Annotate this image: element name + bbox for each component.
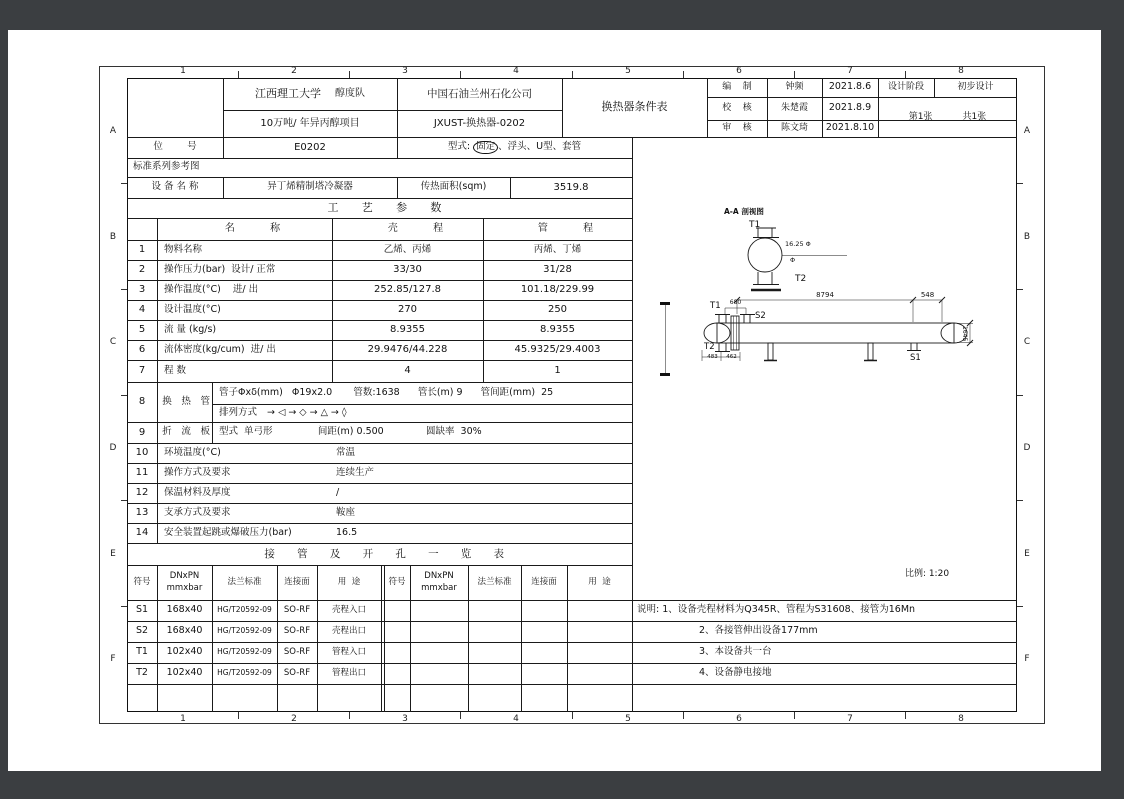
tube-layout-line (219, 404, 632, 422)
param-name: 流 量 (kg/s) (164, 323, 217, 335)
row-no: 4 (138, 304, 146, 316)
zone-row-label: E (110, 549, 116, 559)
nozzle-header-flange-std: 法兰标准 (227, 576, 262, 587)
zone-col-label: 1 (180, 66, 186, 76)
type-options: 、浮头、U型、套管 (498, 141, 582, 153)
param-row (164, 523, 632, 543)
dim-head: 548 (920, 291, 935, 300)
dim-nozzle-span: 680 (729, 298, 742, 306)
param-value: 鞍座 (336, 506, 356, 518)
zone-col-label: 7 (847, 714, 853, 724)
zone-col-label: 8 (958, 714, 964, 724)
layout-symbols: → ◁ → ◇ → △ → ◊ (267, 406, 347, 418)
zone-col-label: 8 (958, 66, 964, 76)
param-name: 设计温度(°C) (164, 303, 221, 315)
nozzle-label-t2: T2 (795, 273, 807, 284)
row-no: 6 (138, 344, 146, 356)
type-label: 型式: (447, 141, 474, 153)
row-no: 7 (138, 365, 146, 377)
type-selected: 固定 (473, 141, 498, 155)
layout-label: 排列方式 (219, 406, 258, 418)
param-name: 操作方式及要求 (164, 466, 231, 478)
shell-value: 33/30 (393, 264, 422, 276)
nozzle-use: 管程入口 (331, 646, 366, 657)
section-view-label: A-A 剖视图 (724, 206, 764, 216)
nozzle-symbol: S1 (135, 604, 149, 616)
row-no: 9 (138, 426, 146, 438)
nozzle-face: SO-RF (283, 667, 311, 678)
nozzle-face: SO-RF (283, 625, 311, 636)
zone-col-label: 3 (402, 714, 408, 724)
row-no: 13 (135, 507, 149, 519)
nozzle-flange-std: HG/T20592-09 (217, 605, 272, 615)
zone-row-label: A (1023, 126, 1031, 136)
nozzle-label-s1-side: S1 (910, 353, 921, 364)
nozzle-label-s2-side: S2 (755, 310, 766, 321)
row-no: 12 (135, 487, 149, 499)
param-name: 物料名称 (164, 243, 203, 255)
zone-col-label: 4 (513, 714, 519, 724)
nozzle-flange-std: HG/T20592-09 (217, 668, 272, 678)
param-name: 保温材料及厚度 (164, 486, 231, 498)
tube-spec-line: 管子Φxδ(mm) Φ19x2.0 管数:1638 管长(m) 9 管间距(mm) 25 (219, 386, 554, 398)
nozzle-use: 管程出口 (331, 667, 366, 678)
dn-line2: mmxbar (166, 582, 203, 593)
column-header-tube: 管 程 (537, 223, 610, 235)
zone-col-label: 6 (736, 714, 742, 724)
tag-value: E0202 (294, 141, 326, 153)
dim-shell-od: 1645 (960, 326, 968, 342)
zone-row-label: F (1024, 654, 1030, 664)
scale-label: 比例: 1:20 (904, 568, 950, 579)
row-no: 1 (138, 244, 146, 256)
param-name: 程 数 (164, 364, 187, 376)
sign-date: 2021.8.9 (828, 102, 872, 114)
zone-row-label: D (1023, 443, 1031, 453)
row-no: 3 (138, 284, 146, 296)
tube-value: 1 (554, 365, 561, 377)
baffle-spec-line: 型式 单弓形 间距(m) 0.500 圆缺率 30% (219, 426, 482, 438)
standard-series-ref: 标准系列参考图 (133, 161, 200, 173)
nozzle-face: SO-RF (283, 604, 311, 615)
tube-value: 250 (547, 304, 568, 316)
company-name: 中国石油兰州石化公司 (427, 87, 532, 100)
heat-area-value: 3519.8 (553, 181, 589, 193)
nozzle-dn: 168x40 (166, 625, 203, 637)
nozzle-header-symbol: 符号 (388, 576, 406, 587)
nozzle-header-face: 连接面 (284, 576, 310, 587)
dim-section: 16.25 Φ (785, 239, 811, 248)
shell-value: 8.9355 (390, 324, 425, 336)
sign-date: 2021.8.10 (825, 122, 875, 134)
nozzle-use: 壳程出口 (331, 625, 366, 636)
shell-value: 29.9476/44.228 (367, 344, 448, 356)
zone-col-label: 5 (625, 714, 631, 724)
row-no: 8 (138, 396, 146, 408)
nozzle-header-symbol: 符号 (133, 576, 151, 587)
project-name: 10万吨/ 年异丙醇项目 (260, 117, 360, 129)
nozzle-label-t1: T1 (749, 219, 761, 230)
baffle-label: 折 流 板 (162, 426, 214, 438)
tube-value: 101.18/229.99 (520, 284, 595, 296)
equipment-name-value: 异丁烯精制塔冷凝器 (267, 181, 353, 193)
row-no: 10 (135, 447, 149, 459)
sign-role: 审 核 (722, 123, 752, 134)
note-item: 2、各接管伸出设备177mm (699, 625, 818, 637)
param-name: 支承方式及要求 (164, 506, 231, 518)
zone-row-label: E (1024, 549, 1030, 559)
column-header-name: 名 称 (224, 223, 297, 235)
team-name: 醇度队 (335, 88, 365, 100)
nozzle-use: 壳程入口 (331, 604, 366, 615)
zone-col-label: 5 (625, 66, 631, 76)
dn-line1: DNxPN (424, 570, 454, 581)
tube-bundle-label: 换 热 管 (162, 395, 214, 407)
dn-line1: DNxPN (169, 570, 200, 581)
zone-row-label: C (109, 337, 117, 347)
row-no: 2 (138, 264, 146, 276)
param-row (164, 503, 632, 523)
condition-sheet-content (127, 78, 1017, 712)
sheet-count-cell (878, 97, 1017, 137)
sign-name: 朱楚霞 (780, 103, 808, 114)
param-value: 16.5 (336, 526, 358, 538)
nozzle-dn: 168x40 (166, 604, 203, 616)
param-row (164, 443, 632, 463)
nozzle-symbol: T1 (136, 646, 148, 658)
column-header-shell: 壳 程 (387, 223, 460, 235)
dim-left1: 483 (707, 353, 718, 360)
param-name: 环境温度(°C) (164, 446, 221, 458)
tag-label: 位 号 (153, 141, 197, 153)
nozzle-flange-std: HG/T20592-09 (217, 626, 272, 636)
note-item: 3、本设备共一台 (699, 646, 772, 658)
org-cell (223, 78, 397, 110)
row-no: 5 (138, 324, 146, 336)
param-value: 连续生产 (336, 466, 375, 478)
dim-total-length: 8794 (816, 291, 834, 300)
param-name: 流体密度(kg/cum) 进/ 出 (164, 343, 276, 355)
nozzle-header-face: 连接面 (531, 576, 557, 587)
param-name: 操作温度(°C) 进/ 出 (164, 283, 259, 295)
design-stage-value: 初步设计 (957, 82, 994, 93)
sheet-number: 第1张 (908, 111, 933, 122)
dim-section-phi: Φ (790, 256, 796, 265)
nozzle-header-dnpn (157, 565, 212, 600)
param-value: / (336, 486, 340, 498)
nozzle-header-use: 用 途 (337, 576, 361, 587)
tube-value: 8.9355 (540, 324, 575, 336)
dn-line2: mmxbar (421, 582, 457, 593)
sign-role: 编 制 (722, 82, 752, 93)
nozzle-face: SO-RF (283, 646, 311, 657)
sheet-total: 共1张 (962, 111, 987, 122)
param-value: 常温 (336, 446, 356, 458)
design-stage-label: 设计阶段 (887, 82, 924, 93)
shell-value: 270 (397, 304, 418, 316)
nozzle-symbol: T2 (136, 667, 148, 679)
nozzle-header-dnpn (410, 565, 468, 600)
sign-role: 校 核 (722, 103, 752, 114)
process-table-title: 工 艺 参 数 (327, 200, 452, 214)
param-row (164, 483, 632, 503)
zone-col-label: 4 (513, 66, 519, 76)
sign-name: 钟频 (785, 82, 804, 93)
zone-row-label: D (109, 443, 117, 453)
dim-left2: 462 (726, 353, 737, 360)
nozzle-symbol: S2 (135, 625, 149, 637)
sign-name: 陈文琦 (780, 123, 808, 134)
shell-value: 4 (404, 365, 411, 377)
tube-value: 丙烯、丁烯 (533, 243, 582, 255)
tube-value: 31/28 (543, 264, 572, 276)
zone-row-label: C (1023, 337, 1031, 347)
nozzle-header-use: 用 途 (588, 576, 611, 587)
row-no: 14 (135, 527, 149, 539)
param-name: 安全装置起跳或爆破压力(bar) (164, 526, 292, 538)
zone-col-label: 2 (291, 66, 297, 76)
nozzle-dn: 102x40 (166, 646, 203, 658)
equipment-name-label: 设 备 名 称 (151, 181, 199, 193)
shell-value: 乙烯、丙烯 (383, 243, 432, 255)
tube-value: 45.9325/29.4003 (514, 344, 601, 356)
param-row (164, 463, 632, 483)
row-no: 11 (135, 467, 149, 479)
zone-row-label: B (1023, 232, 1031, 242)
note-item: 4、设备静电接地 (699, 667, 772, 679)
exchanger-type-cell (397, 137, 632, 158)
nozzle-table-title: 接 管 及 开 孔 一 览 表 (264, 547, 514, 560)
zone-row-label: A (109, 126, 117, 136)
sign-date: 2021.8.6 (828, 81, 872, 93)
zone-col-label: 3 (402, 66, 408, 76)
zone-col-label: 2 (291, 714, 297, 724)
nozzle-flange-std: HG/T20592-09 (217, 647, 272, 657)
nozzle-label-t1-side: T1 (710, 300, 721, 311)
zone-row-label: F (110, 654, 116, 664)
drawing-sheet (8, 30, 1101, 771)
zone-col-label: 7 (847, 66, 853, 76)
org-name: 江西理工大学 (255, 86, 321, 100)
zone-row-label: B (109, 232, 117, 242)
nozzle-dn: 102x40 (166, 667, 203, 679)
document-title: 换热器条件表 (601, 100, 668, 114)
zone-col-label: 1 (180, 714, 186, 724)
nozzle-header-flange-std: 法兰标准 (477, 576, 512, 587)
nozzle-label-t2-side: T2 (704, 341, 715, 352)
drawing-number: JXUST-换热器-0202 (433, 117, 526, 129)
param-name: 操作压力(bar) 设计/ 正常 (164, 263, 276, 275)
zone-col-label: 6 (736, 66, 742, 76)
note-item: 说明: 1、设备壳程材料为Q345R、管程为S31608、接管为16Mn (637, 604, 916, 616)
shell-value: 252.85/127.8 (374, 284, 441, 296)
heat-area-label: 传热面积(sqm) (420, 181, 487, 193)
